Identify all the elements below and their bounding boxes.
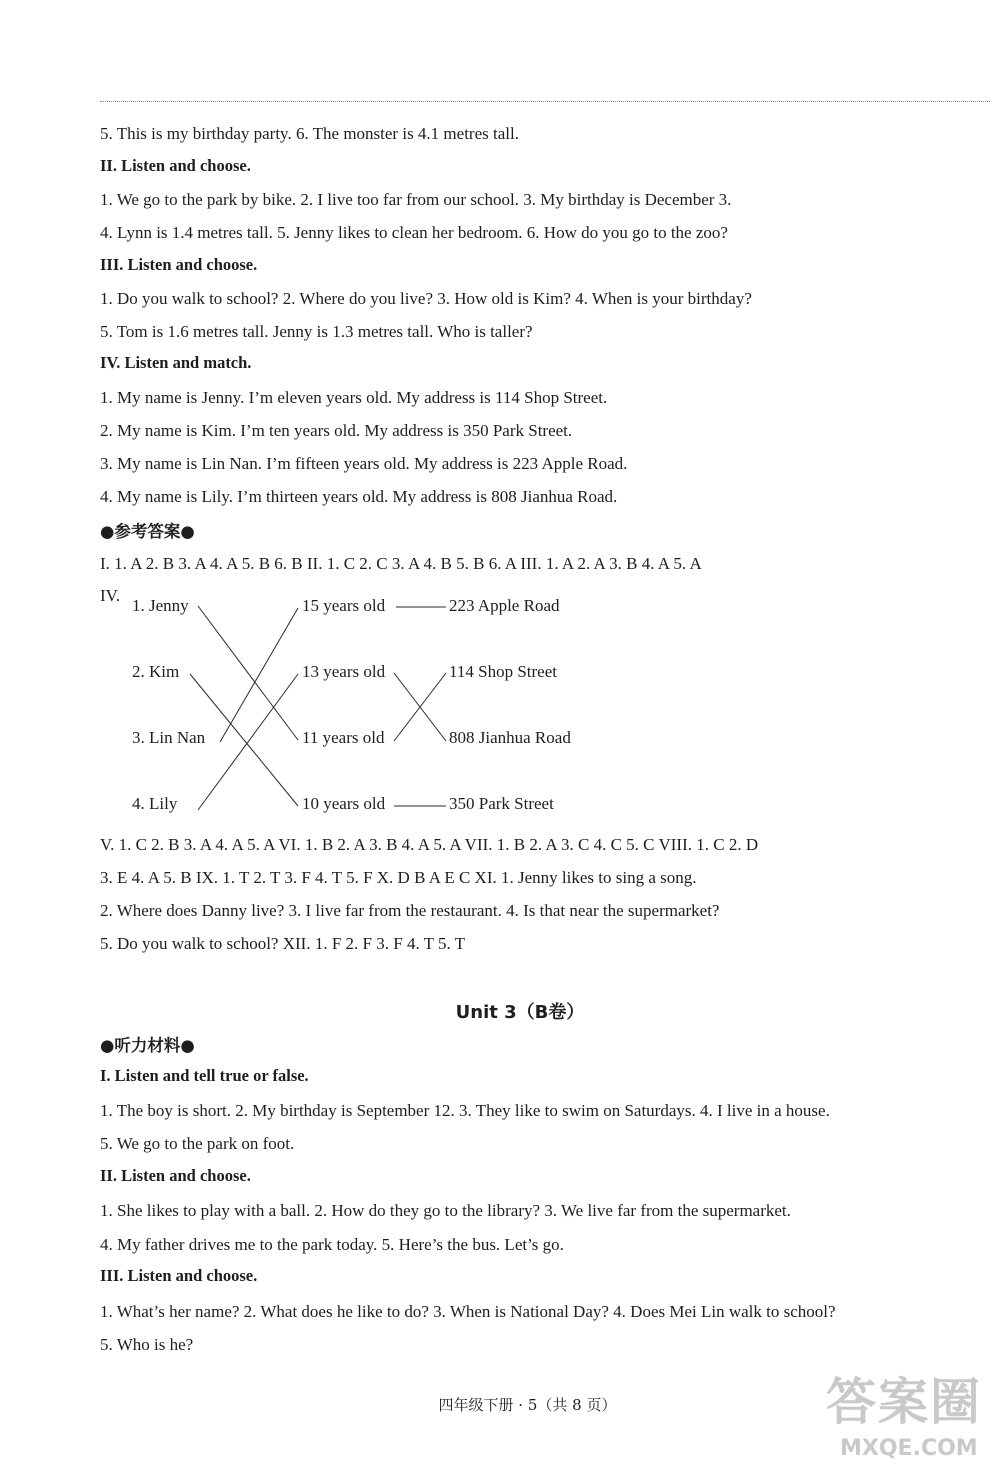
matching-label: IV.: [100, 586, 120, 605]
section-heading: I. Listen and tell true or false.: [100, 1066, 309, 1085]
text-line: 5. Tom is 1.6 metres tall. Jenny is 1.3 metres tall. Who is taller?: [100, 322, 533, 341]
watermark-top-text: 答案圈: [826, 1373, 982, 1431]
text-line: 3. My name is Lin Nan. I’m fifteen years old. My address is 223 Apple Road.: [100, 454, 628, 473]
text-line: 1. We go to the park by bike. 2. I live too far from our school. 3. My birthday is December 3.: [100, 190, 732, 209]
listening-heading: ●听力材料●: [100, 1036, 195, 1055]
section-heading: II. Listen and choose.: [100, 1166, 251, 1185]
match-address: 350 Park Street: [449, 794, 554, 813]
match-line-11-114: [394, 673, 446, 741]
match-name: 1. Jenny: [132, 596, 189, 615]
match-line-linnan-15: [220, 608, 298, 742]
text-line: 5. Who is he?: [100, 1335, 194, 1354]
watermark-bottom-text: MXQE.COM: [840, 1436, 978, 1461]
text-line: 4. My name is Lily. I’m thirteen years old. My address is 808 Jianhua Road.: [100, 487, 618, 506]
answers-line: 2. Where does Danny live? 3. I live far from the restaurant. 4. Is that near the supermarket?: [100, 901, 720, 920]
text-line: 1. Do you walk to school? 2. Where do you live? 3. How old is Kim? 4. When is your birthday?: [100, 289, 752, 308]
part1-last-line: 5. This is my birthday party. 6. The monster is 4.1 metres tall.: [100, 124, 519, 143]
text-line: 1. What’s her name? 2. What does he like to do? 3. When is National Day? 4. Does Mei Lin walk to school?: [100, 1302, 836, 1321]
match-age: 15 years old: [302, 596, 386, 615]
answers-heading: ●参考答案●: [100, 522, 195, 541]
section-heading: III. Listen and choose.: [100, 1266, 258, 1285]
match-line-kim-10: [190, 674, 298, 806]
match-line-jenny-11: [198, 606, 298, 740]
text-line: 4. My father drives me to the park today. 5. Here’s the bus. Let’s go.: [100, 1235, 564, 1254]
answers-line: I. 1. A 2. B 3. A 4. A 5. B 6. B II. 1. C 2. C 3. A 4. B 5. B 6. A III. 1. A 2. A 3. B 4. A 5. A: [100, 554, 702, 573]
text-line: 1. She likes to play with a ball. 2. How do they go to the library? 3. We live far from the supermarket.: [100, 1201, 791, 1220]
answers-line: 3. E 4. A 5. B IX. 1. T 2. T 3. F 4. T 5. F X. D B A E C XI. 1. Jenny likes to sing a song.: [100, 868, 697, 887]
page-footer: 四年级下册 · 5（共 8 页）: [438, 1396, 617, 1414]
match-line-13-808: [394, 673, 446, 741]
match-address: 223 Apple Road: [449, 596, 560, 615]
watermark-logo: [826, 1362, 996, 1462]
text-line: 2. My name is Kim. I’m ten years old. My address is 350 Park Street.: [100, 421, 573, 440]
match-age: 13 years old: [302, 662, 386, 681]
match-line-lily-13: [198, 674, 298, 810]
text-line: 4. Lynn is 1.4 metres tall. 5. Jenny likes to clean her bedroom. 6. How do you go to the zoo?: [100, 223, 728, 242]
unit-title: Unit 3（B卷）: [455, 1002, 585, 1023]
answers-line: V. 1. C 2. B 3. A 4. A 5. A VI. 1. B 2. A 3. B 4. A 5. A VII. 1. B 2. A 3. C 4. C 5. C VIII. 1. C 2. D: [100, 835, 759, 854]
match-name: 2. Kim: [132, 662, 180, 681]
top-dotted-rule: [100, 101, 990, 102]
text-line: 1. My name is Jenny. I’m eleven years old. My address is 114 Shop Street.: [100, 388, 608, 407]
section-heading: III. Listen and choose.: [100, 255, 258, 274]
match-age: 10 years old: [302, 794, 386, 813]
text-line: 5. We go to the park on foot.: [100, 1134, 295, 1153]
section-heading: II. Listen and choose.: [100, 156, 251, 175]
match-address: 808 Jianhua Road: [449, 728, 571, 747]
answers-line: 5. Do you walk to school? XII. 1. F 2. F 3. F 4. T 5. T: [100, 934, 466, 953]
match-name: 4. Lily: [132, 794, 178, 813]
match-age: 11 years old: [302, 728, 385, 747]
match-name: 3. Lin Nan: [132, 728, 206, 747]
match-address: 114 Shop Street: [449, 662, 557, 681]
text-line: 1. The boy is short. 2. My birthday is September 12. 3. They like to swim on Saturdays. 4. I live in a house.: [100, 1101, 830, 1120]
section-heading: IV. Listen and match.: [100, 353, 252, 372]
